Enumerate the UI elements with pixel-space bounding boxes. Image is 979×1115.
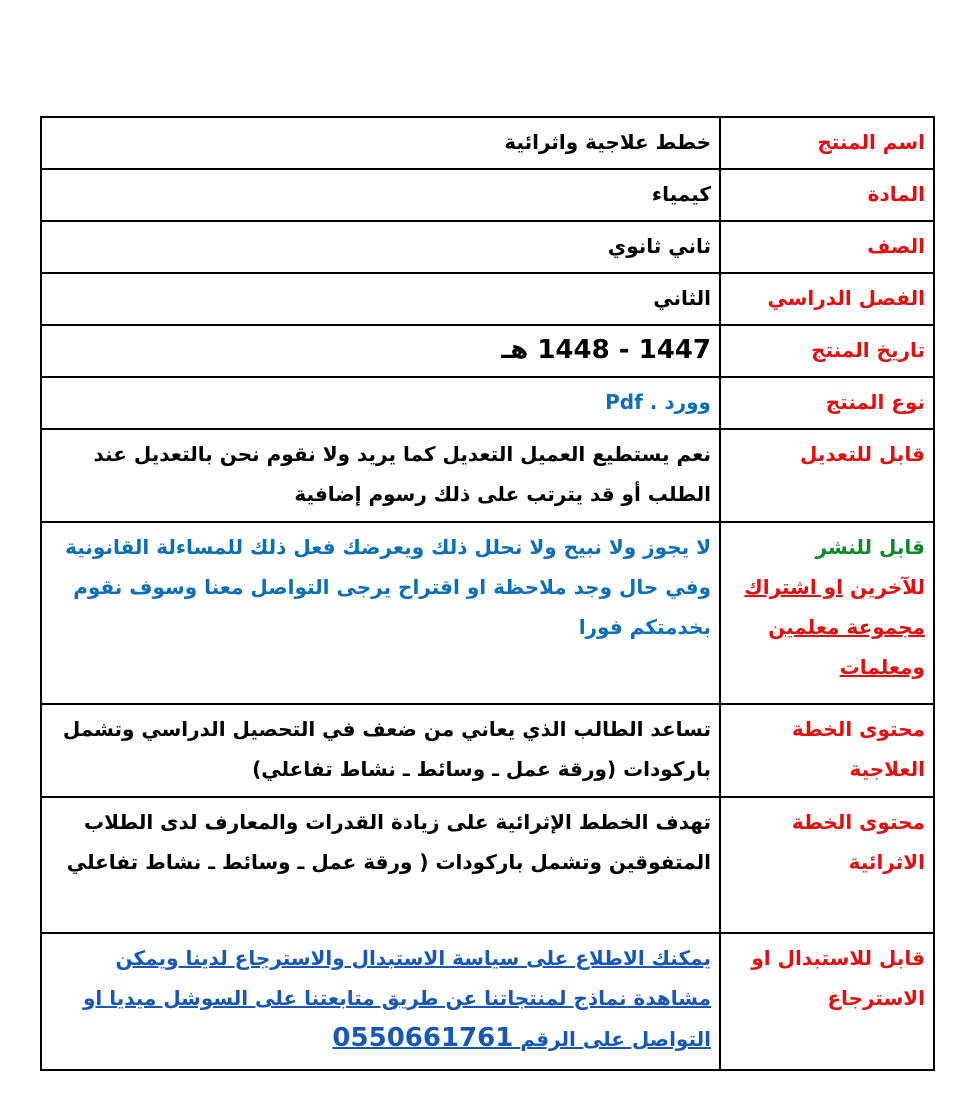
table-row: [41, 933, 934, 1070]
product-info-table: [40, 116, 935, 1071]
row-label: محتوى الخطة العلاجية: [720, 704, 934, 797]
table-row: [41, 704, 934, 797]
table-row: [41, 273, 934, 325]
row-value[interactable]: [41, 933, 720, 1070]
policy-text: يمكنك الاطلاع على سياسة الاستبدال والاسترجاع لدينا ويمكن مشاهدة نماذج لمنتجاتنا عن طريق متابعتنا على السوشل ميديا او التواصل على الرقم: [82, 946, 711, 1051]
row-label: قابل للتعديل: [720, 429, 934, 522]
row-label: محتوى الخطة الاثرائية: [720, 797, 934, 933]
row-value: تساعد الطالب الذي يعاني من ضعف في التحصيل الدراسي وتشمل باركودات (ورقة عمل ـ وسائط ـ نشاط تفاعلي): [41, 704, 720, 797]
row-label: تاريخ المنتج: [720, 325, 934, 377]
phone-number-link[interactable]: 0550661761: [332, 1023, 514, 1053]
row-label: قابل للاستبدال او الاسترجاع: [720, 933, 934, 1070]
row-label: الفصل الدراسي: [720, 273, 934, 325]
row-value: خطط علاجية واثرائية: [41, 117, 720, 169]
row-label: الصف: [720, 221, 934, 273]
row-value: كيمياء: [41, 169, 720, 221]
table-row: [41, 429, 934, 522]
table-row: [41, 117, 934, 169]
row-label-part: او اشتراك مجموعة معلمين ومعلمات: [744, 575, 925, 679]
row-value: ثاني ثانوي: [41, 221, 720, 273]
table-row: [41, 325, 934, 377]
row-value: وورد . Pdf: [41, 377, 720, 429]
row-label: المادة: [720, 169, 934, 221]
row-value: 1447 - 1448 هـ: [41, 325, 720, 377]
row-value: تهدف الخطط الإثرائية على زيادة القدرات والمعارف لدى الطلاب المتفوقين وتشمل باركودات ( ورقة عمل ـ وسائط ـ نشاط تفاعلي: [41, 797, 720, 933]
table-row: [41, 221, 934, 273]
table-row: [41, 522, 934, 704]
row-label: اسم المنتج: [720, 117, 934, 169]
row-value: لا يجوز ولا نبيح ولا نحلل ذلك ويعرضك فعل ذلك للمساءلة القانونية وفي حال وجد ملاحظة او اقتراح يرجى التواصل معنا وسوف نقوم بخدمتكم فورا: [41, 522, 720, 704]
row-label-multipart: [720, 522, 934, 704]
row-label-part: قابل للنشر: [815, 535, 925, 559]
row-value: الثاني: [41, 273, 720, 325]
row-label-part: للآخرين: [849, 575, 925, 599]
row-value: نعم يستطيع العميل التعديل كما يريد ولا نقوم نحن بالتعديل عند الطلب أو قد يترتب على ذلك رسوم إضافية: [41, 429, 720, 522]
table-row: [41, 797, 934, 933]
row-label: نوع المنتج: [720, 377, 934, 429]
table-row: [41, 377, 934, 429]
table-row: [41, 169, 934, 221]
